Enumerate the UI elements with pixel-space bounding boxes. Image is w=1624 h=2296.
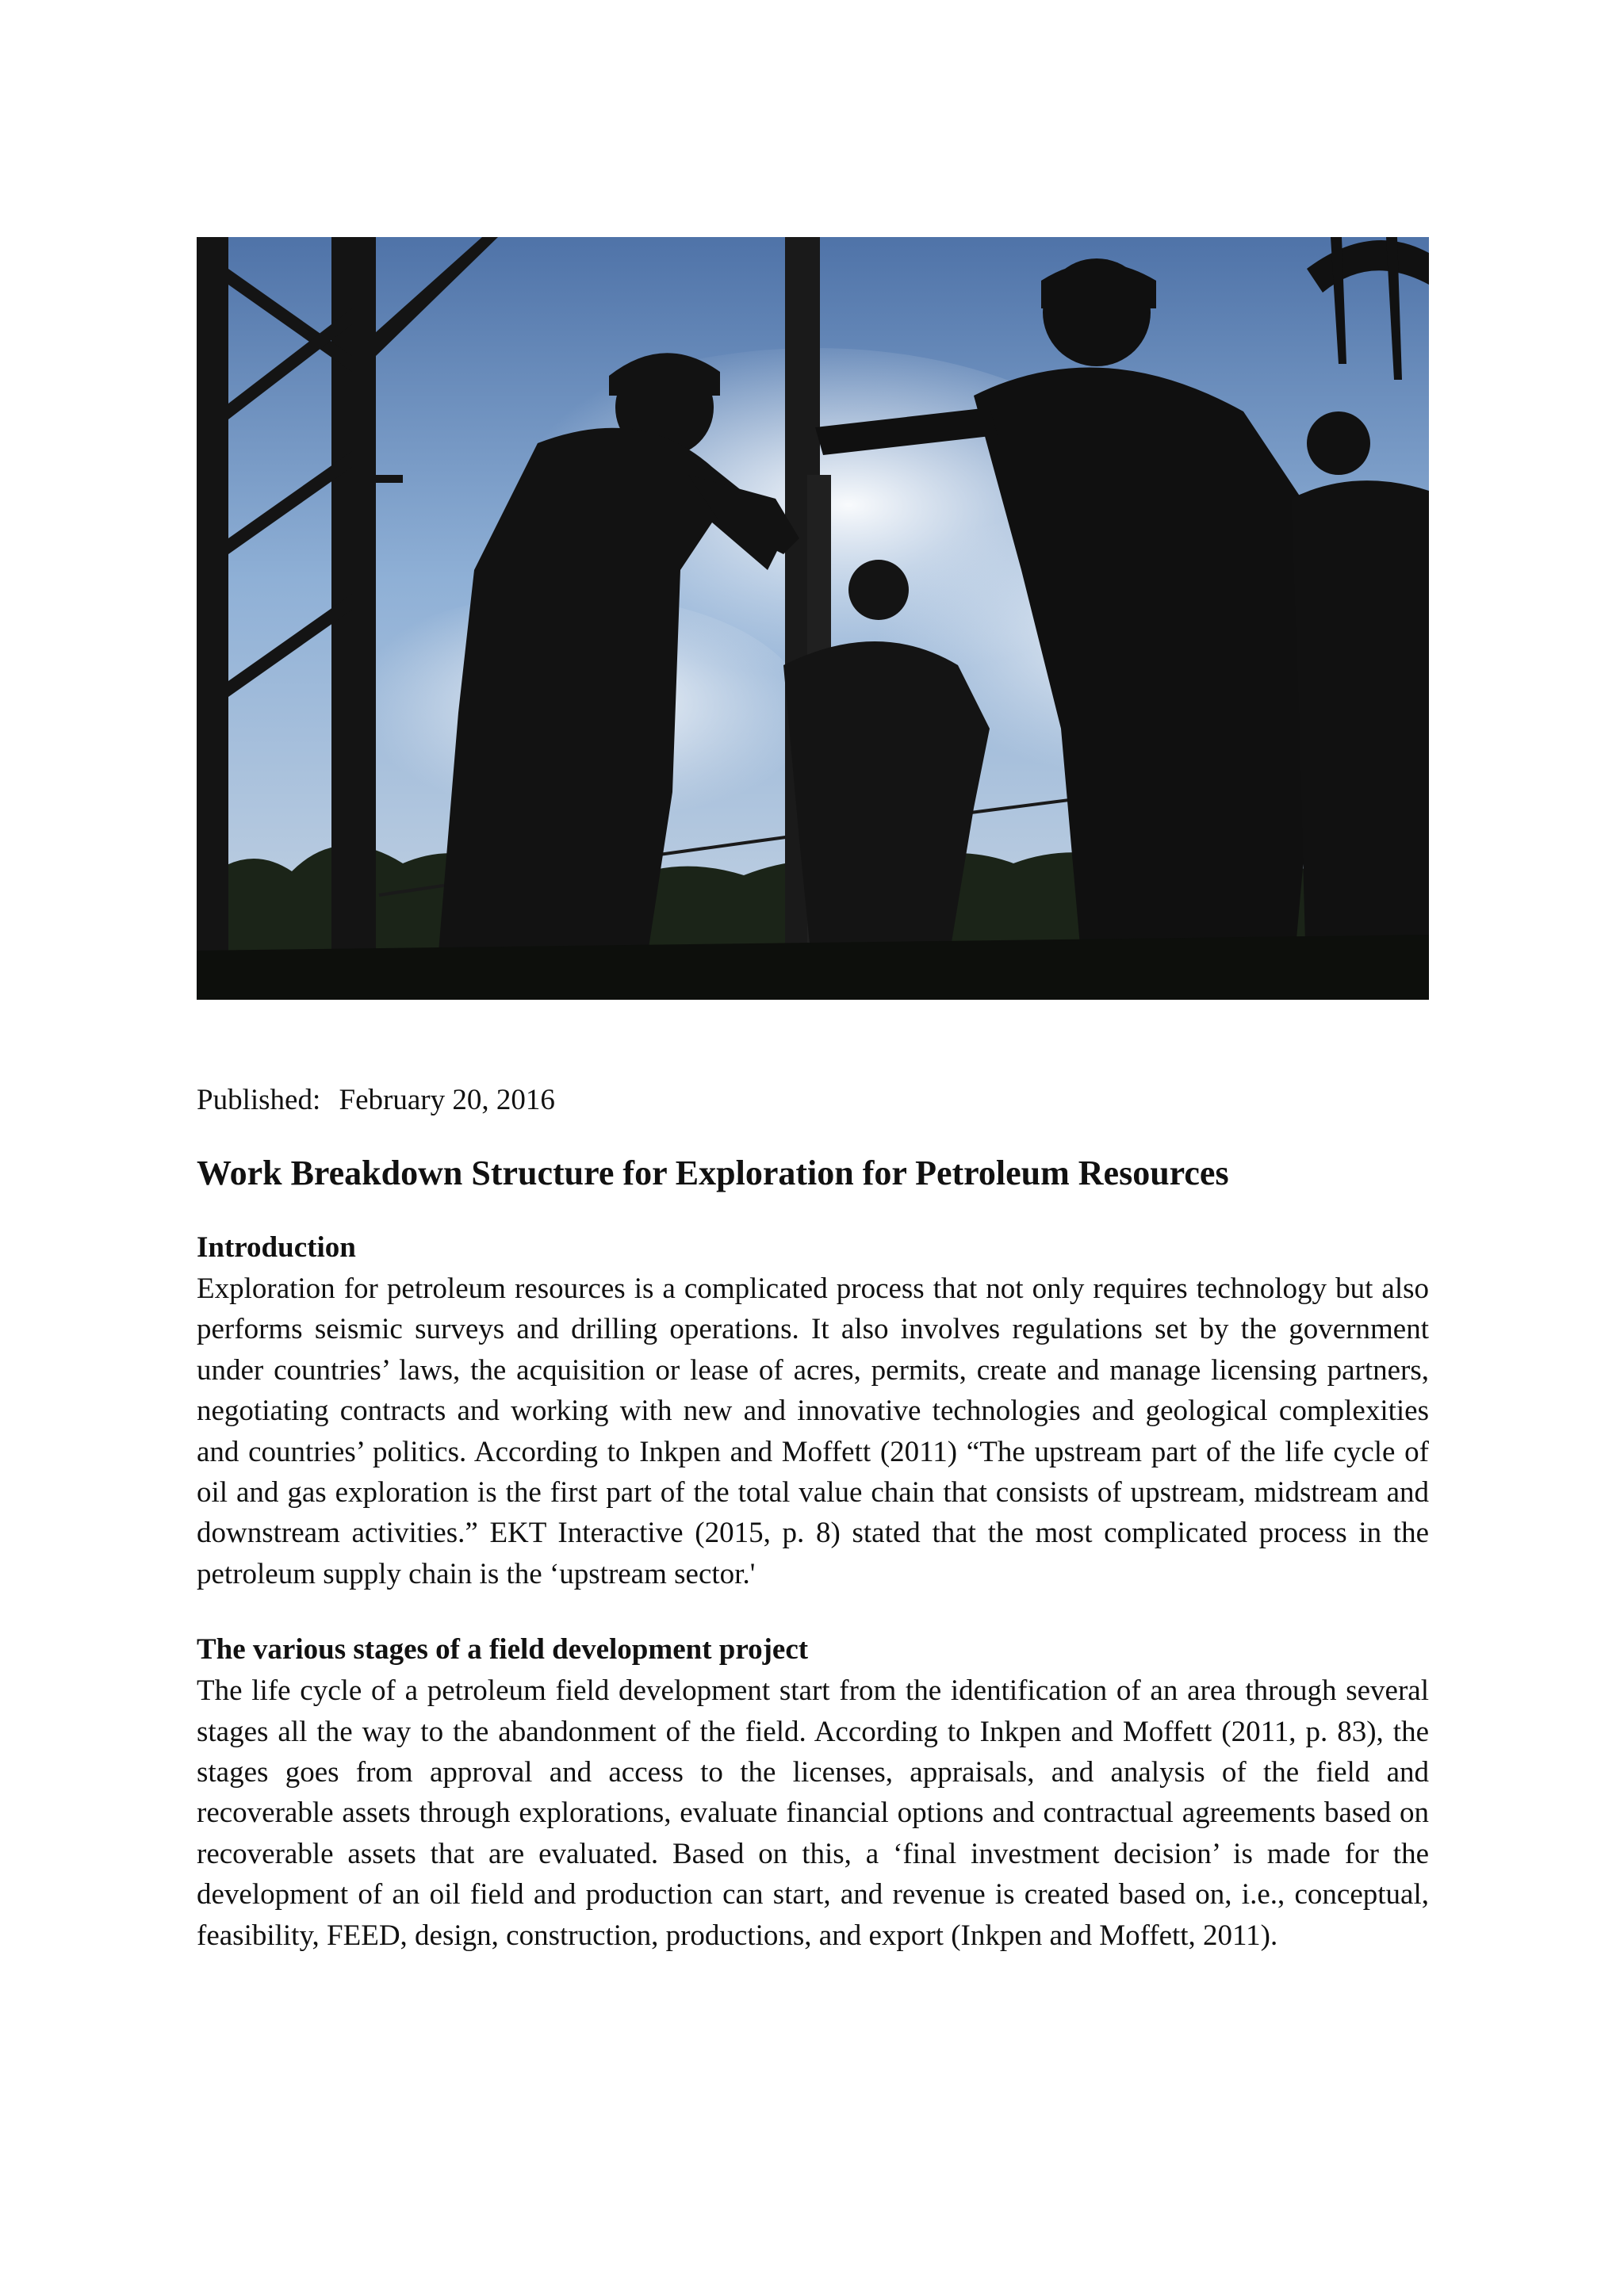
photo-illustration xyxy=(197,237,1429,1000)
published-label: Published: xyxy=(197,1084,321,1116)
section-body-field-development-stages: The life cycle of a petroleum field development start from the identification of an area through several stages all the way to the abandonment of the field. According to Inkpen and Moffett (2011, p. 83), the stages goes from approval and access to the licenses, appraisals, and analysis of the field and recoverable assets through explorations, evaluate financial options and contractual agreements based on recoverable assets that are evaluated. Based on this, a ‘final investment decision’ is made for the development of an oil field and production can start, and revenue is created based on, i.e., conceptual, feasibility, FEED, design, construction, productions, and export (Inkpen and Moffett, 2011). xyxy=(197,1674,1429,1952)
section-heading-field-development-stages: The various stages of a field development project xyxy=(197,1633,809,1667)
oil-rig-workers-photo xyxy=(197,237,1429,1000)
published-line xyxy=(197,1080,1429,1121)
section-body-introduction: Exploration for petroleum resources is a complicated process that not only requires technology but also performs seismic surveys and drilling operations. It also involves regulations set by the government under countries’ laws, the acquisition or lease of acres, permits, create and manage licensing partners, negotiating contracts and working with new and innovative technologies and geological complexities and countries’ politics. According to Inkpen and Moffett (2011) “The upstream part of the life cycle of oil and gas exploration is the first part of the total value chain that consists of upstream, midstream and downstream activities.” EKT Interactive (2015, p. 8) stated that the most complicated process in the petroleum supply chain is the ‘upstream sector.' xyxy=(197,1272,1429,1590)
published-date: February 20, 2016 xyxy=(339,1084,555,1116)
article-content xyxy=(197,1080,1429,1991)
section-heading-introduction: Introduction xyxy=(197,1231,356,1264)
article-title: Work Breakdown Structure for Exploration for Petroleum Resources xyxy=(197,1154,1229,1192)
